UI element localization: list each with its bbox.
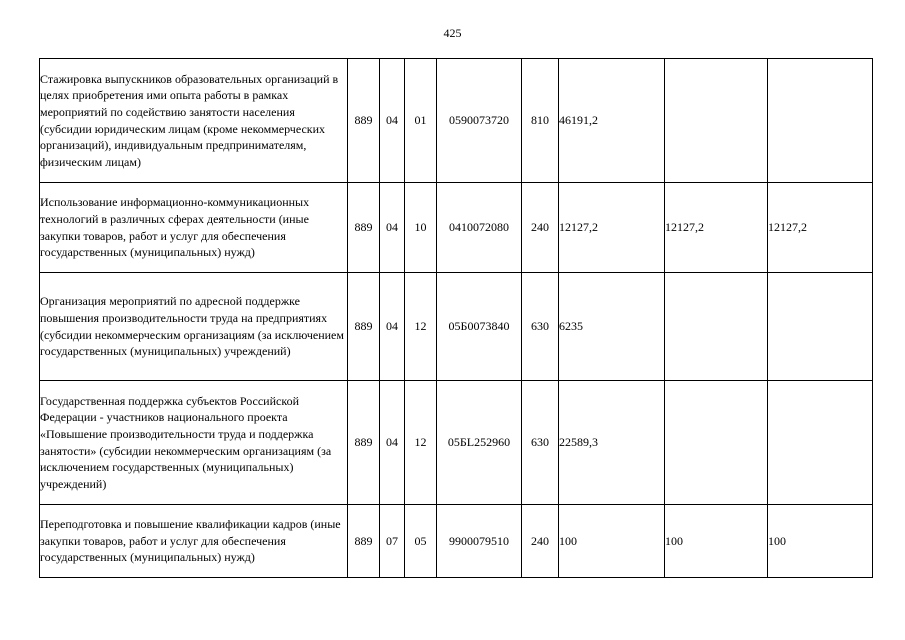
cell-amount-3: 12127,2 bbox=[768, 183, 873, 273]
row-description: Государственная поддержка субъектов Российской Федерации - участников национального проекта «Повышение производительности труда и поддержка занятости» (субсидии некоммерческим организациям (за исключением государственных (муниципальных) учреждений) bbox=[40, 381, 348, 505]
cell-amount-1: 6235 bbox=[559, 273, 665, 381]
cell-gr: 889 bbox=[348, 59, 380, 183]
cell-rz: 04 bbox=[380, 273, 405, 381]
cell-amount-2 bbox=[665, 273, 768, 381]
cell-csr: 05БL252960 bbox=[437, 381, 522, 505]
cell-amount-2 bbox=[665, 381, 768, 505]
table-row bbox=[40, 505, 873, 578]
row-description: Переподготовка и повышение квалификации кадров (иные закупки товаров, работ и услуг для обеспечения государственных (муниципальных) нужд) bbox=[40, 505, 348, 578]
cell-amount-1: 100 bbox=[559, 505, 665, 578]
cell-rz: 04 bbox=[380, 183, 405, 273]
row-description: Стажировка выпускников образовательных организаций в целях приобретения ими опыта работы в рамках мероприятий по содействию занятости населения (субсидии юридическим лицам (кроме некоммерческих организаций), индивидуальным предпринимателям, физическим лицам) bbox=[40, 59, 348, 183]
table-row bbox=[40, 381, 873, 505]
row-description: Использование информационно-коммуникационных технологий в различных сферах деятельности (иные закупки товаров, работ и услуг для обеспечения государственных (муниципальных) нужд) bbox=[40, 183, 348, 273]
cell-amount-3 bbox=[768, 273, 873, 381]
cell-gr: 889 bbox=[348, 381, 380, 505]
cell-vr: 630 bbox=[522, 381, 559, 505]
cell-csr: 9900079510 bbox=[437, 505, 522, 578]
cell-csr: 05Б0073840 bbox=[437, 273, 522, 381]
cell-csr: 0590073720 bbox=[437, 59, 522, 183]
cell-vr: 630 bbox=[522, 273, 559, 381]
cell-amount-1: 22589,3 bbox=[559, 381, 665, 505]
cell-amount-1: 46191,2 bbox=[559, 59, 665, 183]
cell-rz: 04 bbox=[380, 381, 405, 505]
cell-amount-2 bbox=[665, 59, 768, 183]
cell-vr: 240 bbox=[522, 505, 559, 578]
cell-rz: 04 bbox=[380, 59, 405, 183]
table-row bbox=[40, 59, 873, 183]
cell-vr: 810 bbox=[522, 59, 559, 183]
cell-rz: 07 bbox=[380, 505, 405, 578]
cell-amount-3 bbox=[768, 59, 873, 183]
cell-pr: 01 bbox=[405, 59, 437, 183]
row-description: Организация мероприятий по адресной поддержке повышения производительности труда на предприятиях (субсидии некоммерческим организациям (за исключением государственных (муниципальных) учреждений) bbox=[40, 273, 348, 381]
cell-amount-3 bbox=[768, 381, 873, 505]
cell-gr: 889 bbox=[348, 183, 380, 273]
budget-table bbox=[39, 58, 873, 578]
cell-gr: 889 bbox=[348, 273, 380, 381]
cell-pr: 12 bbox=[405, 273, 437, 381]
table-row bbox=[40, 183, 873, 273]
cell-amount-3: 100 bbox=[768, 505, 873, 578]
cell-pr: 05 bbox=[405, 505, 437, 578]
cell-gr: 889 bbox=[348, 505, 380, 578]
cell-amount-2: 100 bbox=[665, 505, 768, 578]
cell-vr: 240 bbox=[522, 183, 559, 273]
cell-pr: 12 bbox=[405, 381, 437, 505]
cell-csr: 0410072080 bbox=[437, 183, 522, 273]
cell-pr: 10 bbox=[405, 183, 437, 273]
page-number: 425 bbox=[443, 26, 462, 40]
cell-amount-2: 12127,2 bbox=[665, 183, 768, 273]
table-row bbox=[40, 273, 873, 381]
cell-amount-1: 12127,2 bbox=[559, 183, 665, 273]
